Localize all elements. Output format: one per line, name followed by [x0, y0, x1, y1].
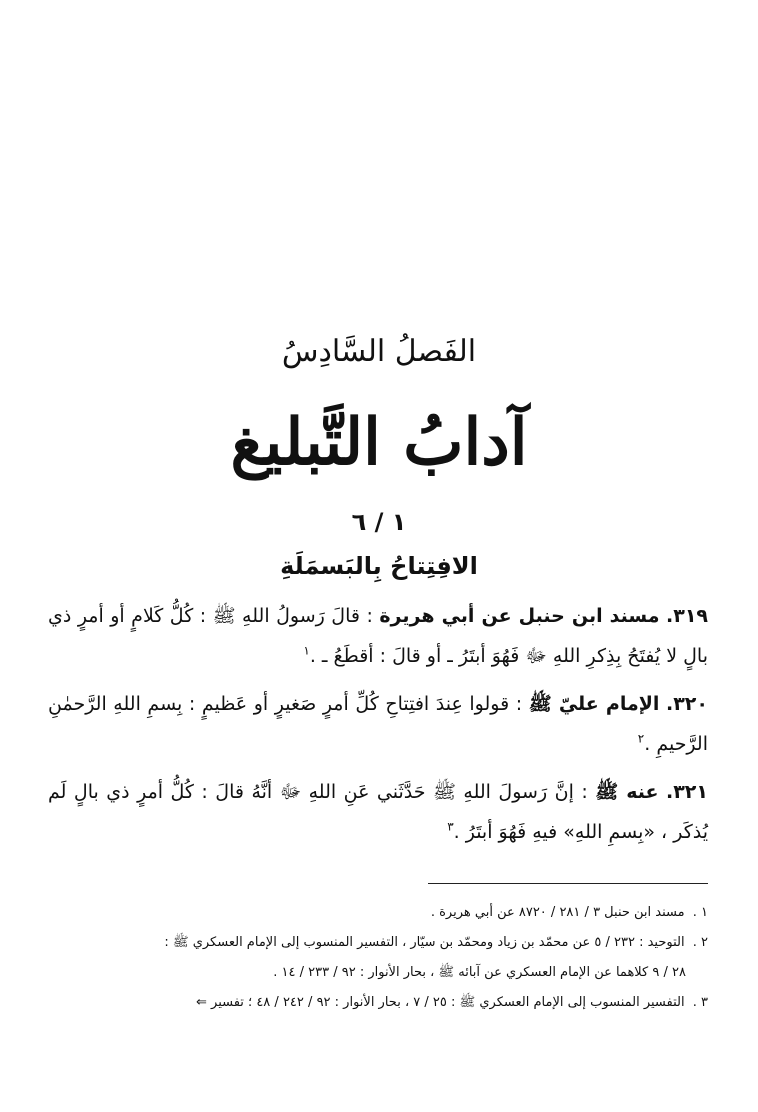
footnote-text: التوحيد : ٢٣٢ / ٥ عن محمّد بن زياد ومحمّد بن سيّار ، التفسير المنسوب إلى الإمام العسكري ﷺ : [164, 935, 685, 950]
footnote-text: التفسير المنسوب إلى الإمام العسكري ﷺ : ٢٥ / ٧ ، بحار الأنوار : ٩٢ / ٢٤٢ / ٤٨ ؛ تفسير ⇐ [196, 995, 685, 1010]
footnote-2-continuation: ٢٨ / ٩ كلاهما عن الإمام العسكري عن آبائه ﷺ ، بحار الأنوار : ٩٢ / ٢٣٣ / ١٤ . [273, 965, 686, 980]
hadith-321 [48, 772, 708, 852]
hadith-number: ٣١٩. [666, 605, 709, 627]
footnote-number: ٣ . [692, 995, 708, 1010]
footnote-divider [428, 883, 708, 884]
footnote-number: ٢ . [692, 935, 708, 950]
footnote-2 [48, 928, 708, 958]
hadith-source: عنه ﷺ [595, 781, 659, 803]
chapter-heading: الفَصلُ السَّادِسُ [281, 334, 477, 369]
chapter-title: آدابُ التَّبليغ [230, 405, 528, 480]
hadith-list [48, 596, 708, 860]
hadith-number: ٣٢٠. [665, 693, 708, 715]
footnote-3 [48, 988, 708, 1018]
hadith-320 [48, 684, 708, 764]
footnote-marker: ٢ [637, 731, 645, 746]
section-number: ١ / ٦ [351, 508, 407, 536]
footnote-marker: ٣ [447, 819, 454, 834]
footnote-text: مسند ابن حنبل ٣ / ٢٨١ / ٨٧٢٠ عن أبي هريرة . [430, 905, 685, 920]
footnote-number: ١ . [692, 905, 708, 920]
hadith-text: : إنَّ رَسولَ اللهِ ﷺ حَدَّثَني عَنِ اللهِ ﷻ أنَّهُ قالَ : كُلُّ أمرٍ ذي بالٍ لَم يُذكَر ، «بِسمِ اللهِ» فيهِ فَهُوَ أبتَرُ . [48, 781, 708, 843]
hadith-number: ٣٢١. [665, 781, 708, 803]
hadith-319 [48, 596, 708, 676]
footnote-1 [48, 898, 708, 928]
footnote-list [48, 898, 708, 1018]
footnote-marker: ١ [303, 643, 310, 658]
section-title: الافِتِتاحُ بِالبَسمَلَةِ [280, 552, 478, 580]
hadith-source: مسند ابن حنبل عن أبي هريرة [379, 605, 660, 627]
hadith-text: : قالَ رَسولُ اللهِ ﷺ : كُلُّ كَلامٍ أو أمرٍ ذي بالٍ لا يُفتَحُ بِذِكرِ اللهِ ﷻ فَهُوَ أبتَرُ ـ أو قالَ : أقطَعُ ـ . [48, 605, 708, 667]
hadith-text: : قولوا عِندَ افتِتاحِ كُلِّ أمرٍ صَغيرٍ أو عَظيمٍ : بِسمِ اللهِ الرَّحمٰنِ الرَّحيمِ . [48, 693, 708, 755]
hadith-source: الإمام عليّ ﷺ [528, 693, 660, 715]
